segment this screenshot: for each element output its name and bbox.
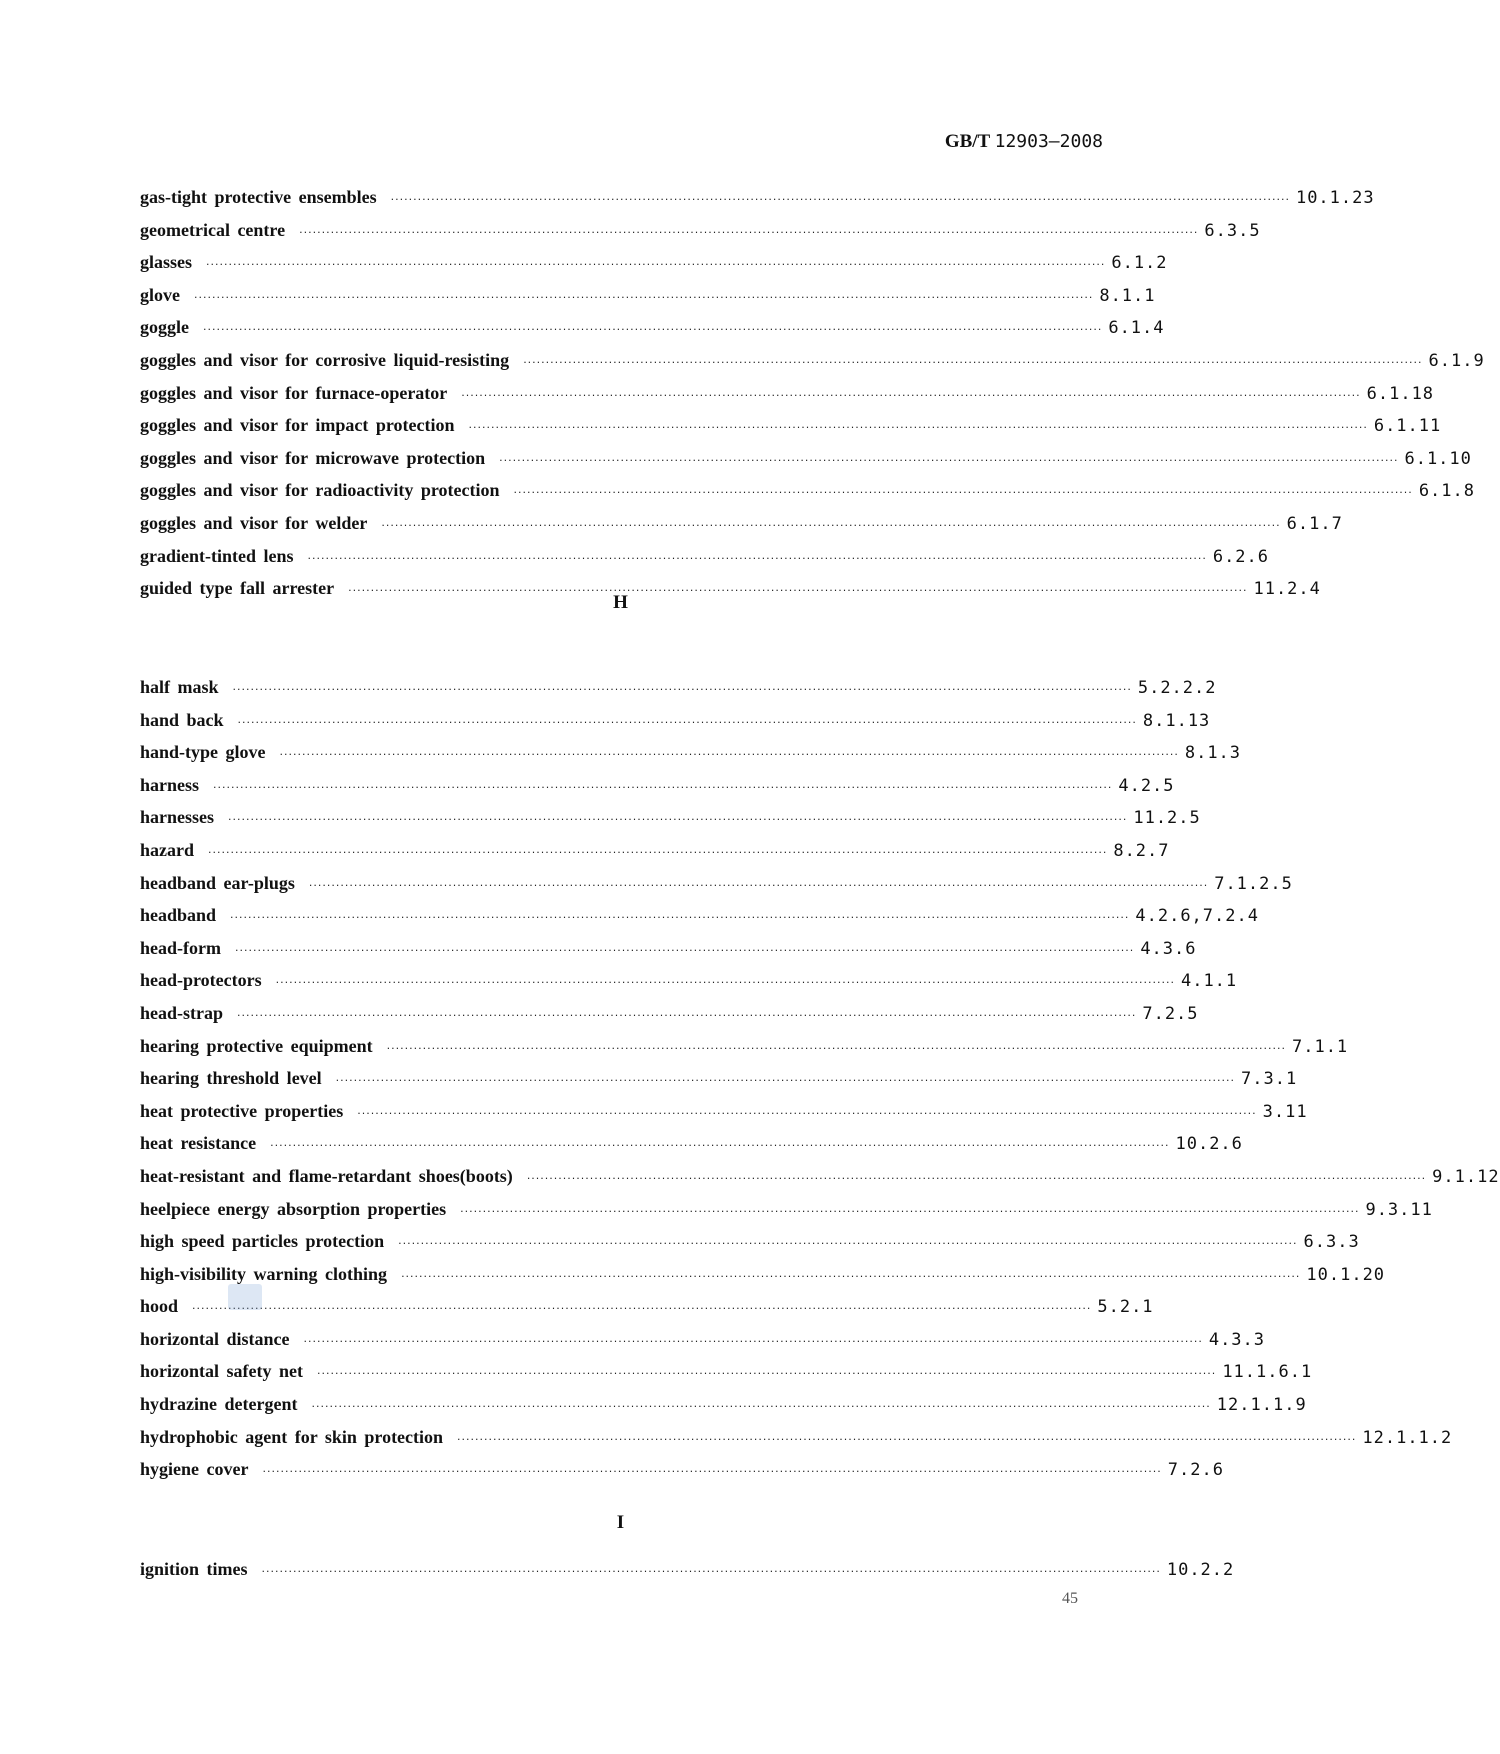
index-entry [140, 1453, 1224, 1486]
clause-reference: 6.2.6 [1212, 546, 1270, 567]
index-entry [140, 474, 1475, 507]
dot-leader: ········································································································································································································ [192, 1302, 1092, 1316]
index-entry [140, 1421, 1453, 1454]
index-entry [140, 1193, 1433, 1226]
document-header [945, 131, 1103, 153]
index-term: goggles and visor for welder [140, 512, 368, 533]
index-term: goggle [140, 317, 189, 338]
clause-reference: 11.2.4 [1253, 579, 1321, 600]
index-entry [140, 736, 1242, 769]
dot-leader: ········································································································································································································ [206, 258, 1106, 272]
clause-reference: 5.2.1 [1097, 1297, 1154, 1318]
clause-reference: 7.2.6 [1167, 1460, 1224, 1481]
index-term: harness [140, 774, 200, 795]
dot-leader: ········································································································································································································ [262, 1465, 1162, 1479]
index-entry [140, 1258, 1386, 1291]
dot-leader: ········································································································································································································ [303, 1334, 1203, 1348]
clause-reference: 6.3.3 [1303, 1232, 1360, 1253]
page-number: 45 [1062, 1590, 1078, 1607]
clause-reference: 4.2.5 [1118, 775, 1175, 796]
clause-reference: 12.1.1.2 [1362, 1427, 1453, 1448]
index-entry [140, 964, 1238, 997]
index-entry [140, 899, 1259, 932]
standard-code: GB/T [944, 131, 990, 152]
index-term: head-form [140, 937, 221, 958]
clause-reference: 7.3.1 [1241, 1069, 1298, 1090]
index-entry [140, 1160, 1500, 1193]
clause-reference: 7.2.5 [1142, 1003, 1199, 1024]
index-term: heat resistance [140, 1133, 257, 1154]
dot-leader: ········································································································································································································ [232, 683, 1132, 696]
index-entry [140, 1062, 1298, 1095]
index-section-g [140, 181, 1485, 605]
clause-reference: 4.3.6 [1140, 938, 1197, 959]
index-entry [140, 246, 1168, 279]
dot-leader: ········································································································································································································ [237, 1008, 1137, 1022]
index-term: heat-resistant and flame-retardant shoes(boots) [140, 1165, 513, 1186]
clause-reference: 6.1.7 [1286, 513, 1343, 534]
index-entry [140, 344, 1485, 377]
index-entry [140, 181, 1375, 214]
clause-reference: 6.1.2 [1111, 253, 1168, 274]
index-term: hood [140, 1296, 179, 1317]
clause-reference: 8.1.3 [1184, 743, 1242, 764]
index-term: hygiene cover [140, 1459, 249, 1480]
index-term: headband [140, 905, 217, 926]
index-term: goggles and visor for furnace-operator [140, 382, 448, 403]
index-term: goggles and visor for corrosive liquid-resisting [140, 349, 510, 370]
index-term: glasses [140, 252, 193, 273]
standard-number: 12903—2008 [994, 131, 1103, 152]
clause-reference: 8.1.13 [1142, 710, 1211, 731]
clause-reference: 11.1.6.1 [1222, 1362, 1313, 1383]
dot-leader: ········································································································································································································ [213, 780, 1113, 794]
clause-reference: 6.1.11 [1373, 416, 1442, 437]
dot-leader: ········································································································································································································ [335, 1074, 1235, 1088]
index-entry [140, 1290, 1154, 1323]
index-entry [140, 442, 1472, 475]
index-term: heat protective properties [140, 1100, 344, 1121]
index-term: gradient-tinted lens [140, 545, 294, 566]
index-entry [140, 1553, 1235, 1586]
dot-leader: ········································································································································································································ [311, 1400, 1211, 1414]
index-term: hydrophobic agent for skin protection [140, 1426, 444, 1447]
index-entry [140, 769, 1175, 802]
clause-reference: 7.1.2.5 [1214, 873, 1293, 894]
dot-leader: ········································································································································································································ [390, 193, 1290, 206]
index-term: goggles and visor for impact protection [140, 415, 455, 436]
index-term: head-strap [140, 1002, 224, 1023]
clause-reference: 5.2.2.2 [1137, 678, 1217, 698]
clause-reference: 6.1.10 [1404, 448, 1472, 469]
dot-leader: ········································································································································································································ [357, 1106, 1257, 1120]
clause-reference: 9.3.11 [1365, 1199, 1433, 1220]
index-entry [140, 834, 1170, 867]
dot-leader: ········································································································································································································ [275, 976, 1175, 990]
clause-reference: 8.2.7 [1113, 840, 1170, 861]
index-entry [140, 279, 1156, 312]
index-entry [140, 409, 1442, 442]
clause-reference: 10.1.23 [1295, 188, 1375, 208]
index-entry [140, 540, 1270, 573]
clause-reference: 6.1.18 [1366, 383, 1435, 404]
index-term: hearing protective equipment [140, 1035, 373, 1056]
index-term: ignition times [140, 1559, 248, 1579]
dot-leader: ········································································································································································································ [316, 1367, 1217, 1381]
clause-reference: 6.1.8 [1418, 481, 1475, 502]
dot-leader: ········································································································································································································ [457, 1432, 1357, 1446]
index-term: goggles and visor for radioactivity protection [140, 480, 500, 501]
clause-reference: 6.1.4 [1108, 318, 1165, 339]
clause-reference: 10.2.2 [1166, 1560, 1235, 1580]
index-term: high speed particles protection [140, 1231, 385, 1252]
index-term: gas-tight protective ensembles [140, 187, 377, 207]
clause-reference: 3.11 [1262, 1101, 1308, 1122]
dot-leader: ········································································································································································································ [386, 1041, 1286, 1055]
index-term: goggles and visor for microwave protection [140, 447, 486, 468]
section-letter-h: H [613, 592, 628, 613]
dot-leader: ········································································································································································································ [234, 943, 1135, 957]
dot-leader: ········································································································································································································ [270, 1139, 1170, 1153]
dot-leader: ········································································································································································································ [228, 813, 1128, 827]
clause-reference: 7.1.1 [1291, 1036, 1349, 1057]
dot-leader: ········································································································································································································ [279, 748, 1179, 762]
dot-leader: ········································································································································································································ [261, 1565, 1161, 1578]
index-entry [140, 1388, 1307, 1421]
index-term: headband ear-plugs [140, 872, 295, 893]
index-term: hand-type glove [140, 742, 266, 763]
dot-leader: ········································································································································································································ [308, 878, 1209, 892]
dot-leader: ········································································································································································································ [526, 1171, 1427, 1185]
index-entry [140, 1095, 1308, 1128]
index-entry [140, 932, 1197, 965]
dot-leader: ········································································································································································································ [461, 388, 1361, 402]
index-entry [140, 311, 1165, 344]
index-entry [140, 801, 1201, 834]
dot-leader: ········································································································································································································ [307, 551, 1207, 565]
section-letter-i: I [616, 1512, 625, 1533]
clause-reference: 4.1.1 [1180, 971, 1238, 992]
clause-reference: 4.3.3 [1208, 1329, 1266, 1350]
index-term: heelpiece energy absorption properties [140, 1198, 447, 1219]
index-term: hearing threshold level [140, 1068, 322, 1089]
index-entry [140, 867, 1293, 900]
index-term: geometrical centre [140, 219, 286, 240]
dot-leader: ········································································································································································································ [460, 1204, 1360, 1218]
clause-reference: 6.1.9 [1428, 350, 1485, 371]
dot-leader: ········································································································································································································ [348, 584, 1248, 598]
dot-leader: ········································································································································································································ [299, 225, 1199, 239]
dot-leader: ········································································································································································································ [499, 453, 1399, 467]
index-entry [140, 507, 1343, 540]
index-entry [140, 1323, 1266, 1356]
index-entry [140, 377, 1435, 410]
index-entry [140, 1225, 1360, 1258]
clause-reference: 11.2.5 [1133, 808, 1201, 829]
dot-leader: ········································································································································································································ [523, 355, 1423, 369]
clause-reference: 10.2.6 [1175, 1134, 1243, 1155]
dot-leader: ········································································································································································································ [230, 911, 1130, 925]
dot-leader: ········································································································································································································ [203, 323, 1103, 337]
dot-leader: ········································································································································································································ [381, 518, 1281, 532]
index-term: glove [140, 284, 180, 305]
clause-reference: 12.1.1.9 [1216, 1395, 1307, 1416]
dot-leader: ········································································································································································································ [398, 1237, 1298, 1251]
dot-leader: ········································································································································································································ [208, 845, 1108, 859]
clause-reference: 8.1.1 [1099, 285, 1156, 306]
index-term: harnesses [140, 807, 215, 828]
clause-reference: 9.1.12 [1432, 1166, 1500, 1187]
index-term: hydrazine detergent [140, 1394, 298, 1415]
dot-leader: ········································································································································································································ [237, 715, 1137, 729]
dot-leader: ········································································································································································································ [401, 1269, 1301, 1283]
clause-reference: 10.1.20 [1306, 1264, 1386, 1285]
scan-artifact [228, 1284, 262, 1310]
index-entry [140, 1030, 1349, 1063]
index-entry [140, 1127, 1243, 1160]
dot-leader: ········································································································································································································ [194, 290, 1094, 304]
index-entry [140, 1355, 1313, 1388]
index-entry [140, 997, 1199, 1030]
index-term: hazard [140, 839, 194, 860]
index-entry [140, 214, 1261, 247]
index-term: horizontal safety net [140, 1361, 303, 1382]
clause-reference: 6.3.5 [1204, 220, 1261, 241]
index-term: guided type fall arrester [140, 578, 335, 599]
dot-leader: ········································································································································································································ [513, 486, 1413, 500]
index-term: half mask [140, 677, 219, 697]
index-term: head-protectors [140, 970, 262, 991]
index-term: horizontal distance [140, 1328, 290, 1349]
clause-reference: 4.2.6,7.2.4 [1135, 906, 1259, 927]
dot-leader: ········································································································································································································ [468, 421, 1368, 435]
index-term: hand back [140, 709, 224, 730]
index-entry [140, 704, 1211, 737]
index-section-i [140, 1553, 1235, 1586]
index-term: high-visibility warning clothing [140, 1263, 388, 1284]
index-section-h [140, 671, 1500, 1486]
index-entry [140, 671, 1217, 704]
